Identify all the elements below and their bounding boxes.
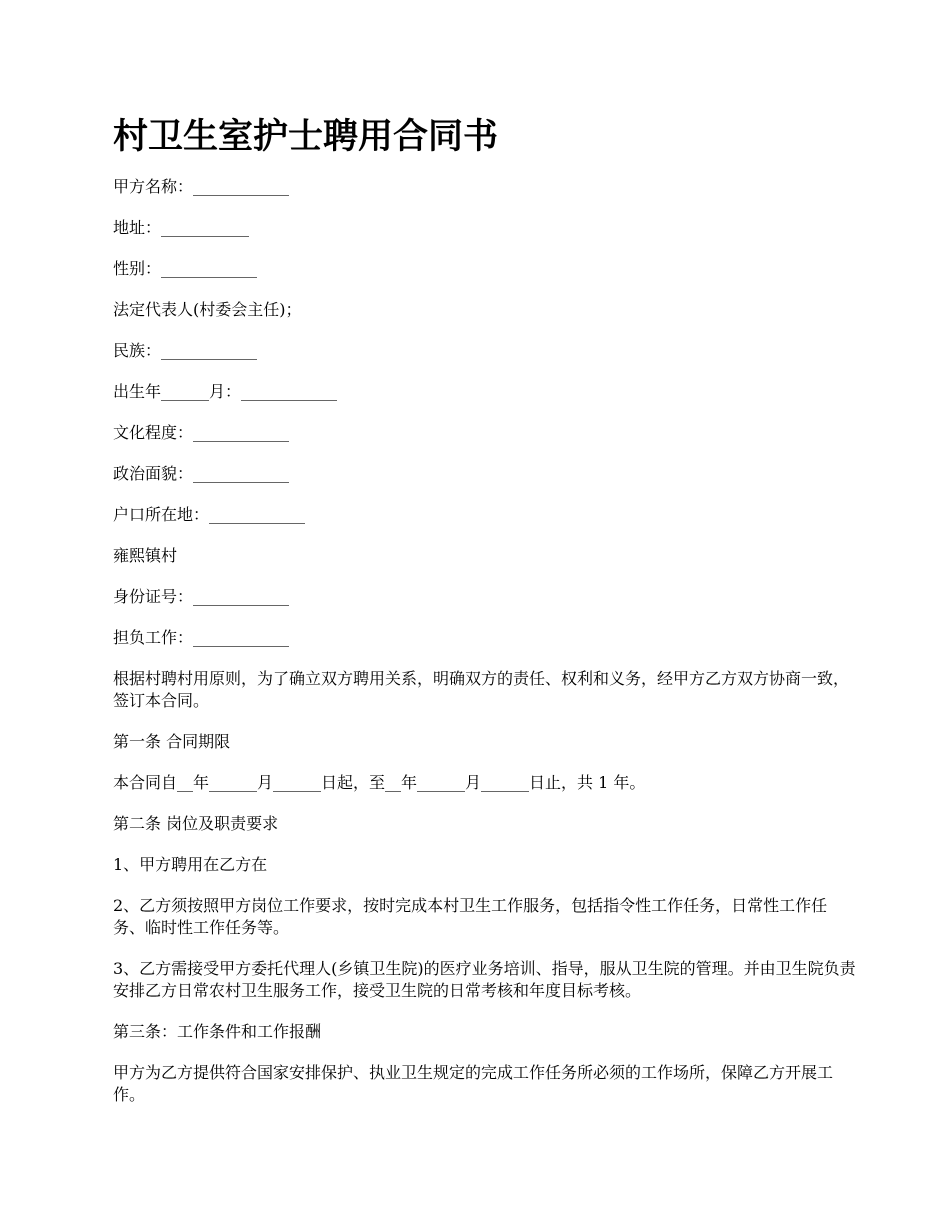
article2-item-3: 3、乙方需接受甲方委托代理人(乡镇卫生院)的医疗业务培训、指导，服从卫生院的管理。并由卫生院负责安排乙方日常农村卫生服务工作，接受卫生院的日常考核和年度目标考核。 [113, 959, 856, 1000]
job-field: 担负工作：____________ [113, 628, 290, 647]
article2-item-2: 2、乙方须按照甲方岗位工作要求，按时完成本村卫生工作服务，包括指令性工作任务，日常性工作任务、临时性工作任务等。 [113, 896, 828, 937]
party-a-name-field: 甲方名称：____________ [113, 177, 290, 196]
article2-heading: 第二条 岗位及职责要求 [113, 814, 279, 833]
article3-heading: 第三条：工作条件和工作报酬 [113, 1022, 322, 1041]
page-title: 村卫生室护士聘用合同书 [113, 117, 499, 157]
id-number-field: 身份证号：____________ [113, 587, 290, 606]
article2-item-1: 1、甲方聘用在乙方在 [113, 855, 268, 874]
article3-paragraph: 甲方为乙方提供符合国家安排保护、执业卫生规定的完成工作任务所必须的工作场所，保障乙方开展工作。 [113, 1063, 834, 1104]
preamble-paragraph: 根据村聘村用原则，为了确立双方聘用关系，明确双方的责任、权利和义务，经甲方乙方双方协商一致，签订本合同。 [113, 669, 850, 710]
political-status-field: 政治面貌：____________ [113, 464, 290, 483]
address-field: 地址：___________ [113, 218, 250, 237]
gender-field: 性别：____________ [113, 259, 258, 278]
birth-field: 出生年______月：____________ [113, 382, 338, 401]
education-field: 文化程度：____________ [113, 423, 290, 442]
legal-rep-field: 法定代表人(村委会主任)； [113, 300, 302, 319]
article1-heading: 第一条 合同期限 [113, 732, 231, 751]
household-location-field: 户口所在地：____________ [113, 505, 306, 524]
document-page [113, 112, 858, 1125]
article1-paragraph: 本合同自__年______月______日起，至__年______月______日止，共 1 年。 [113, 773, 646, 792]
ethnicity-field: 民族：____________ [113, 341, 258, 360]
town-village-text: 雍熙镇村 [113, 546, 178, 565]
